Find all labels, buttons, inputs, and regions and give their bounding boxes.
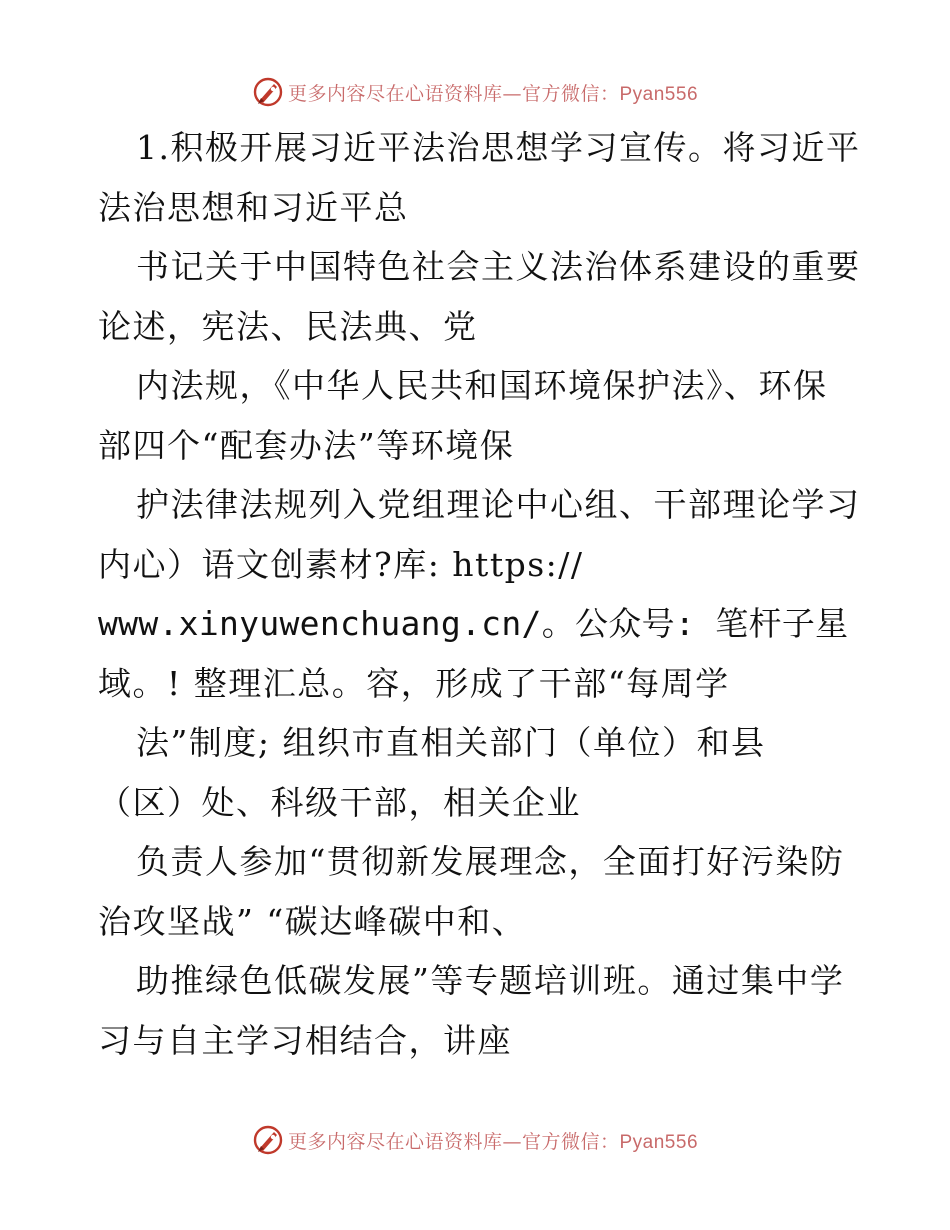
body-line: 护法律法规列入党组理论中心组、干部理论学习 <box>136 485 861 524</box>
body-line: 1.积极开展习近平法治思想学习宣传。将习近平 <box>136 128 861 167</box>
header-watermark <box>0 72 950 112</box>
body-line: 助推绿色低碳发展”等专题培训班。通过集中学 <box>136 961 845 1000</box>
body-line: 书记关于中国特色社会主义法治体系建设的重要 <box>136 247 861 286</box>
body-line: 域。! 整理汇总。容，形成了干部“每周学 <box>98 663 730 703</box>
body-line: 部四个“配套办法”等环境保 <box>98 425 515 465</box>
body-line: 负责人参加“贯彻新发展理念，全面打好污染防 <box>136 842 845 881</box>
pen-circle-logo-icon <box>252 76 284 108</box>
body-line: （区）处、科级干部，相关企业 <box>98 782 581 822</box>
body-line: 习与自主学习相结合，讲座 <box>98 1020 512 1060</box>
footer-watermark-text: 更多内容尽在心语资料库—官方微信：Pyan556 <box>287 1130 699 1153</box>
body-line: 法”制度; 组织市直相关部门（单位）和县 <box>136 723 766 762</box>
footer-watermark <box>0 1120 950 1160</box>
pen-circle-logo-icon <box>252 1124 284 1156</box>
body-line-url: www.xinyuwenchuang.cn/。公众号: 笔杆子星 <box>98 604 849 643</box>
body-line: 论述，宪法、民法典、党 <box>98 306 478 346</box>
body-line: 内心）语文创素材?库: https:// <box>98 544 584 584</box>
document-body <box>98 118 861 1070</box>
body-line: 治攻坚战” “碳达峰碳中和、 <box>98 901 527 941</box>
body-line: 法治思想和习近平总 <box>98 187 409 227</box>
body-line: 内法规，《中华人民共和国环境保护法》、环保 <box>136 366 828 405</box>
header-watermark-text: 更多内容尽在心语资料库—官方微信：Pyan556 <box>287 82 699 105</box>
